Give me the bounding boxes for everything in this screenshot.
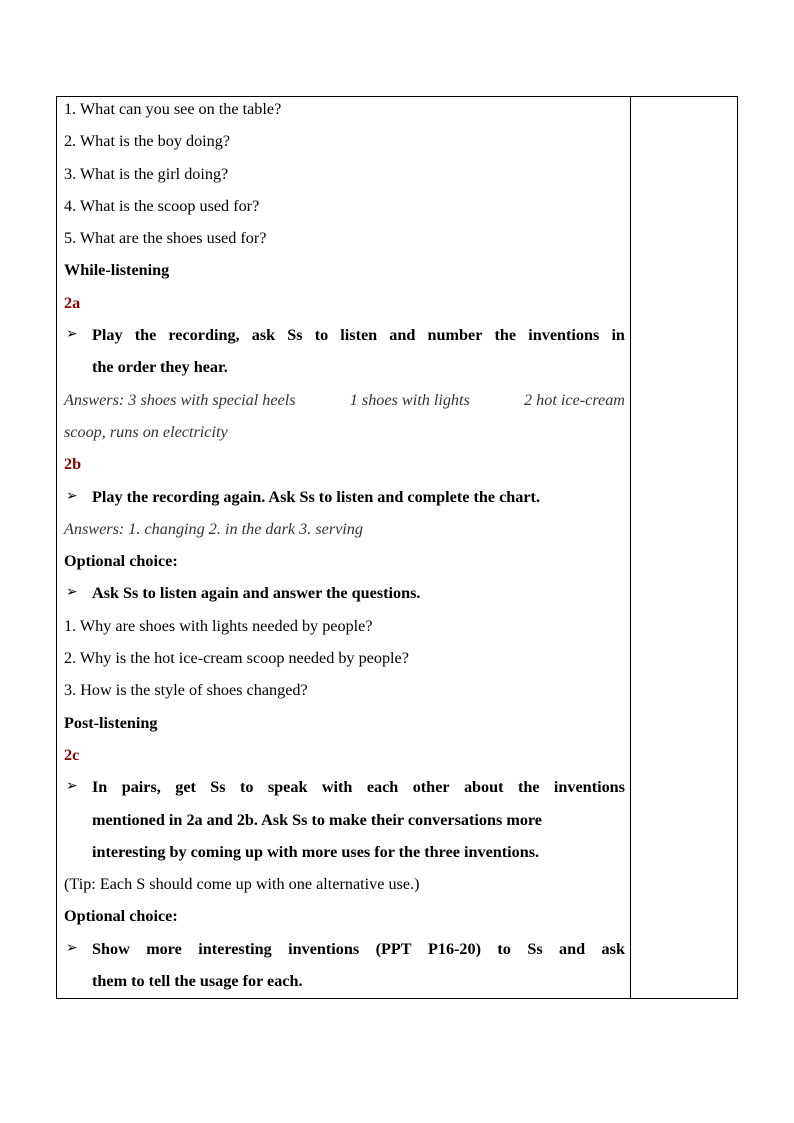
question-3: 3. What is the girl doing? [64, 164, 229, 183]
answer-part: 2 hot ice-cream [524, 390, 625, 409]
word: Ss [210, 778, 226, 797]
word: Ss [527, 939, 543, 958]
section-2b-bullet [64, 485, 625, 517]
word: recording, [168, 326, 240, 345]
question-5: 5. What are the shoes used for? [64, 229, 267, 248]
justified-words [92, 323, 625, 347]
section-2a-label: 2a [64, 293, 81, 312]
word: the [517, 778, 540, 797]
question-2: 2. What is the boy doing? [64, 132, 231, 151]
section-2c-bullet-line3: interesting by coming up with more uses for the three inventions. [92, 842, 540, 861]
word: the [134, 326, 157, 345]
word: inventions [553, 778, 625, 797]
arrow-bullet-icon: ➢ [66, 488, 78, 504]
notes-cell [631, 97, 737, 998]
optional-choice-heading: Optional choice: [64, 552, 178, 571]
word: the [494, 326, 517, 345]
answer-part: 1 shoes with lights [349, 390, 470, 409]
optional-question-3: 3. How is the style of shoes changed? [64, 681, 308, 700]
question-1: 1. What can you see on the table? [64, 100, 282, 118]
post-listening-heading: Post-listening [64, 713, 158, 732]
word: inventions [528, 326, 600, 345]
word: Show [92, 939, 130, 958]
justified-words [92, 775, 625, 799]
arrow-bullet-icon: ➢ [66, 327, 78, 343]
word: interesting [198, 939, 272, 958]
answer-part: Answers: 3 shoes with special heels [64, 390, 296, 409]
section-2c-tip: (Tip: Each S should come up with one alternative use.) [64, 875, 420, 894]
word: inventions [288, 939, 360, 958]
section-2c-bullet-line1 [64, 775, 625, 807]
section-2a-answers-line2: scoop, runs on electricity [64, 422, 228, 441]
word: In [92, 778, 108, 797]
word: each [366, 778, 399, 797]
word: to [240, 778, 254, 797]
word: more [146, 939, 182, 958]
arrow-bullet-icon: ➢ [66, 585, 78, 601]
word: Ss [287, 326, 303, 345]
word: about [463, 778, 504, 797]
section-2a-bullet-line2: the order they hear. [92, 358, 228, 377]
word: in [611, 326, 625, 345]
section-2b-label: 2b [64, 455, 82, 474]
optional-choice-bullet [64, 581, 625, 613]
word: get [175, 778, 196, 797]
word: and [559, 939, 586, 958]
word: to [314, 326, 329, 345]
word: P16-20) [427, 939, 482, 958]
word: to [497, 939, 511, 958]
section-2c-bullet-line2: mentioned in 2a and 2b. Ask Ss to make their conversations more [92, 810, 542, 829]
optional-choice-2-bullet-line2: them to tell the usage for each. [92, 972, 303, 991]
procedure-cell [64, 97, 625, 1001]
bullet-text: Play the recording again. Ask Ss to listen and complete the chart. [92, 487, 540, 506]
word: (PPT [375, 939, 412, 958]
while-listening-heading: While-listening [64, 261, 170, 280]
word: with [321, 778, 353, 797]
word: Play [92, 326, 123, 345]
lesson-plan-table [56, 96, 738, 999]
question-4: 4. What is the scoop used for? [64, 196, 260, 215]
word: ask [601, 939, 625, 958]
word: other [412, 778, 450, 797]
word: ask [251, 326, 276, 345]
optional-choice-heading-2: Optional choice: [64, 907, 178, 926]
word: listen [340, 326, 378, 345]
word: and [389, 326, 416, 345]
section-2a-bullet-line1 [64, 323, 625, 355]
word: pairs, [121, 778, 161, 797]
section-2a-answers-line1 [64, 388, 625, 420]
section-2c-label: 2c [64, 745, 80, 764]
optional-question-2: 2. Why is the hot ice-cream scoop needed by people? [64, 649, 409, 668]
optional-choice-2-bullet-line1 [64, 937, 625, 969]
justified-words [92, 937, 625, 961]
word: speak [267, 778, 308, 797]
section-2b-answers: Answers: 1. changing 2. in the dark 3. serving [64, 519, 363, 538]
arrow-bullet-icon: ➢ [66, 779, 78, 795]
arrow-bullet-icon: ➢ [66, 940, 78, 956]
optional-question-1: 1. Why are shoes with lights needed by people? [64, 616, 373, 635]
word: number [427, 326, 483, 345]
bullet-text: Ask Ss to listen again and answer the questions. [92, 584, 421, 603]
